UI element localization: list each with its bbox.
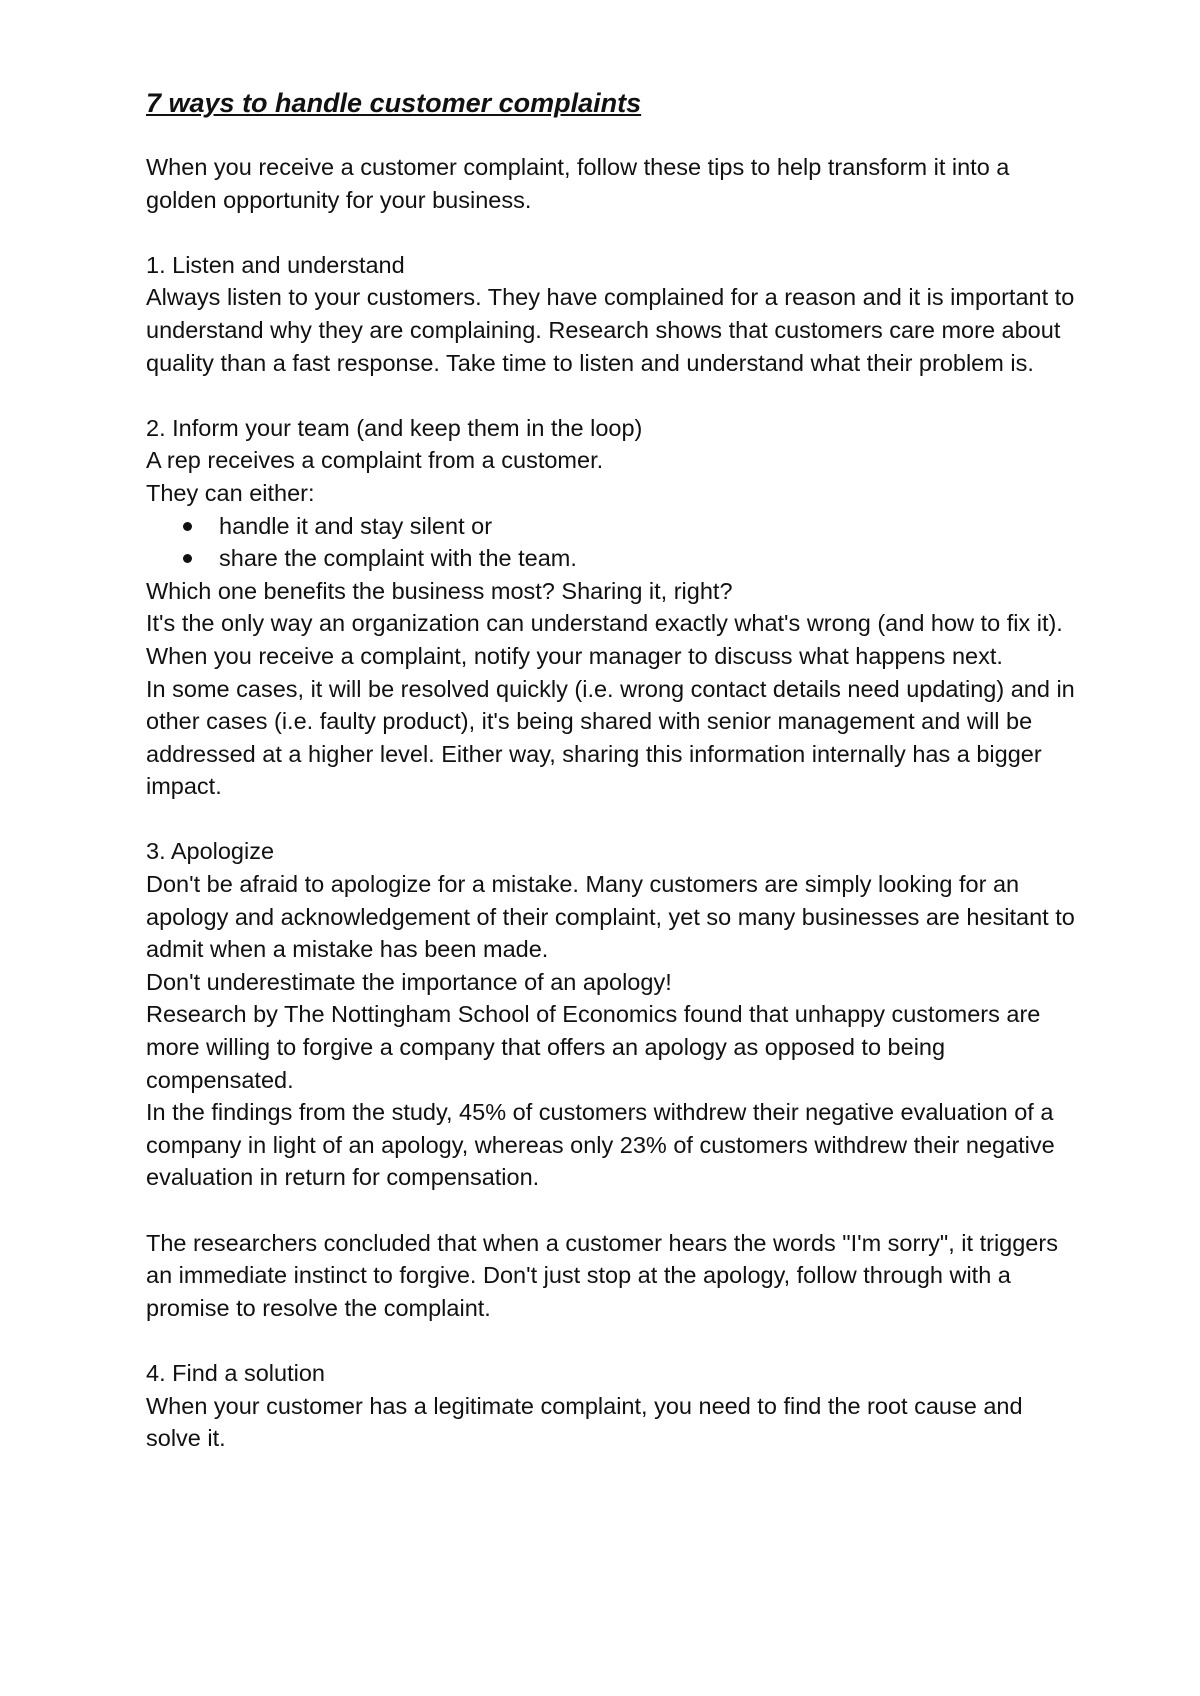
section-paragraph: The researchers concluded that when a customer hears the words "I'm sorry", it triggers an immediate instinct to forgive. Don't just stop at the apology, follow through with a promise to resolve the complaint. bbox=[146, 1229, 1058, 1321]
section-line: They can either: bbox=[146, 479, 315, 506]
section-paragraph: In the findings from the study, 45% of customers withdrew their negative evaluation of a company in light of an apology, whereas only 23% of customers withdrew their negative evaluation in return for compensation. bbox=[146, 1099, 1055, 1191]
bullet-item bbox=[146, 542, 1076, 575]
document-page bbox=[146, 86, 1076, 1455]
document-title: 7 ways to handle customer complaints bbox=[146, 88, 642, 118]
section-paragraph: Which one benefits the business most? Sharing it, right? bbox=[146, 577, 733, 604]
spacer bbox=[146, 803, 1076, 836]
section-heading-solution: 4. Find a solution bbox=[146, 1359, 325, 1386]
section-heading-inform: 2. Inform your team (and keep them in the loop) bbox=[146, 414, 643, 441]
spacer bbox=[146, 216, 1076, 249]
section-paragraph: Don't underestimate the importance of an apology! bbox=[146, 968, 672, 995]
section-paragraph: Always listen to your customers. They have complained for a reason and it is important to understand why they are complaining. Research shows that customers care more about quality than a fast response. Take time to listen and understand what their problem is. bbox=[146, 284, 1075, 376]
section-paragraph: When your customer has a legitimate complaint, you need to find the root cause and solve it. bbox=[146, 1392, 1023, 1452]
bullet-list bbox=[146, 510, 1076, 575]
spacer bbox=[146, 1194, 1076, 1227]
spacer bbox=[146, 1324, 1076, 1357]
section-heading-listen: 1. Listen and understand bbox=[146, 251, 405, 278]
bullet-icon bbox=[183, 522, 192, 531]
spacer bbox=[146, 379, 1076, 412]
section-paragraph: In some cases, it will be resolved quickly (i.e. wrong contact details need updating) and in other cases (i.e. faulty product), it's being shared with senior management and will be addressed at a higher level. Either way, sharing this information internally has a bigger impact. bbox=[146, 675, 1075, 800]
section-paragraph: Don't be afraid to apologize for a mistake. Many customers are simply looking for an apology and acknowledgement of their complaint, yet so many businesses are hesitant to admit when a mistake has been made. bbox=[146, 871, 1075, 963]
bullet-text: share the complaint with the team. bbox=[219, 545, 577, 572]
section-line: A rep receives a complaint from a customer. bbox=[146, 447, 604, 474]
bullet-icon bbox=[183, 554, 192, 563]
bullet-text: handle it and stay silent or bbox=[219, 512, 493, 539]
section-paragraph: Research by The Nottingham School of Economics found that unhappy customers are more willing to forgive a company that offers an apology as opposed to being compensated. bbox=[146, 1001, 1041, 1093]
section-heading-apologize: 3. Apologize bbox=[146, 838, 275, 865]
section-paragraph: It's the only way an organization can understand exactly what's wrong (and how to fix it). When you receive a complaint, notify your manager to discuss what happens next. bbox=[146, 610, 1063, 669]
intro-paragraph: When you receive a customer complaint, follow these tips to help transform it into a golden opportunity for your business. bbox=[146, 154, 1010, 213]
bullet-item bbox=[146, 510, 1076, 543]
